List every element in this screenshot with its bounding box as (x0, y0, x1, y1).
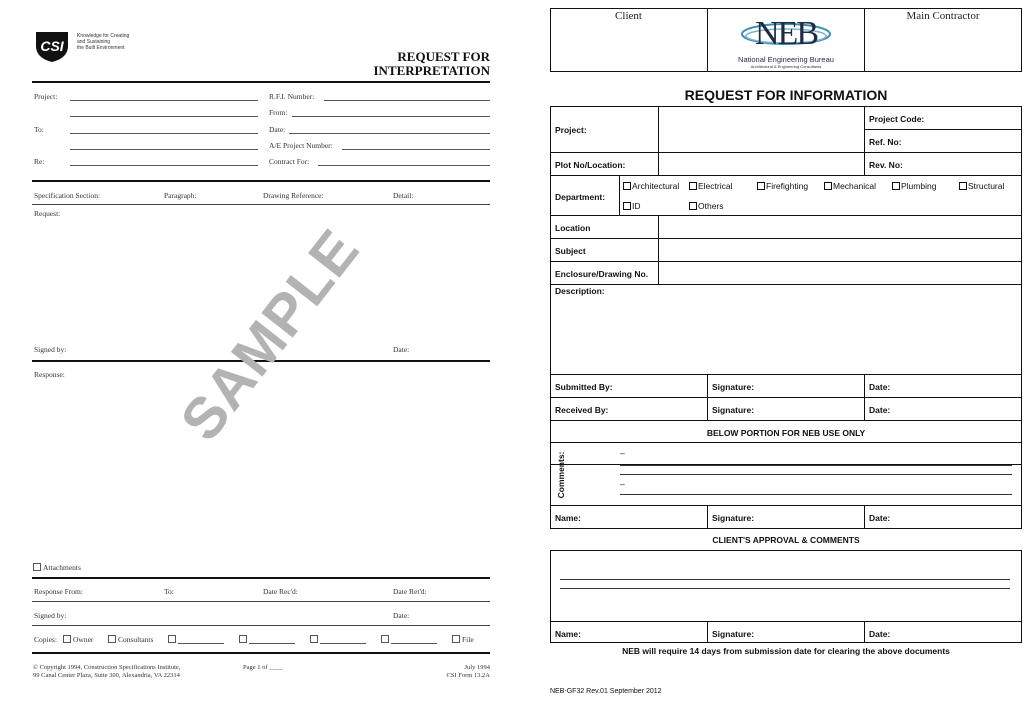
ae-project-number-label: A/E Project Number: (269, 141, 333, 150)
request-label[interactable]: Request: (34, 209, 61, 218)
blank-copy-checkbox[interactable] (168, 635, 178, 644)
from-label: From: (269, 108, 288, 117)
re-label: Re: (34, 157, 45, 166)
subject-field[interactable] (659, 239, 1021, 260)
neb-logo-name: National Engineering Bureau (738, 55, 834, 64)
signature-label[interactable]: Signature: (712, 382, 755, 392)
csi-logo-text: CSI (40, 38, 64, 54)
date-label[interactable]: Date: (869, 405, 891, 415)
contract-for-line[interactable] (318, 165, 490, 166)
date-retd-label: Date Ret'd: (393, 587, 427, 596)
signature-label[interactable]: Signature: (712, 405, 755, 415)
dept-others-checkbox[interactable]: Others (689, 201, 724, 211)
dept-mechanical-checkbox[interactable]: Mechanical (824, 181, 876, 191)
checkbox-icon (108, 635, 116, 643)
notice-text: NEB will require 14 days from submission date for clearing the above documents (622, 646, 950, 656)
page-of: Page 1 of ____ (243, 664, 283, 671)
blank-copy-line[interactable] (178, 643, 224, 644)
comment-line[interactable] (620, 474, 1012, 475)
subject-label: Subject (555, 246, 586, 256)
copies-label: Copies: (34, 635, 57, 644)
comment-dash: – (620, 448, 625, 458)
rfi-number-line[interactable] (324, 100, 490, 101)
checkbox-icon (623, 202, 631, 210)
blank-copy-line[interactable] (391, 643, 437, 644)
neb-logo-icon (708, 10, 864, 56)
comment-dash: – (620, 479, 625, 489)
date-label[interactable]: Date: (869, 513, 891, 523)
enclosure-field[interactable] (659, 262, 1021, 283)
approval-line[interactable] (560, 579, 1010, 580)
plot-no-label: Plot No/Location: (555, 160, 626, 170)
client-label: Client (615, 10, 642, 22)
owner-checkbox[interactable]: Owner (63, 635, 93, 644)
signature-label[interactable]: Signature: (712, 629, 755, 639)
approval-line[interactable] (560, 588, 1010, 589)
comment-line[interactable] (620, 494, 1012, 495)
date-line[interactable] (289, 133, 490, 134)
clients-approval-box (550, 550, 1022, 643)
blank-copy-checkbox[interactable] (381, 635, 391, 644)
project-field[interactable] (659, 107, 863, 151)
project-code-label[interactable]: Project Code: (869, 114, 925, 124)
checkbox-icon (623, 182, 631, 190)
location-label: Location (555, 223, 591, 233)
csi-tagline: Knowledge for Creating and Sustaining the Built Environment (77, 33, 130, 51)
ae-project-number-line[interactable] (342, 149, 490, 150)
divider (32, 204, 490, 205)
to-line-2[interactable] (70, 149, 258, 150)
form-title: REQUEST FOR INTERPRETATION (373, 49, 490, 78)
received-by-label[interactable]: Received By: (555, 405, 609, 415)
checkbox-icon (689, 182, 697, 190)
blank-copy-checkbox[interactable] (310, 635, 320, 644)
specification-section-label: Specification Section: (34, 191, 101, 200)
blank-copy-line[interactable] (320, 643, 366, 644)
to-label-2: To: (164, 587, 174, 596)
csi-logo-icon (33, 29, 71, 63)
checkbox-icon (63, 635, 71, 643)
dept-electrical-checkbox[interactable]: Electrical (689, 181, 732, 191)
project-label: Project: (34, 92, 58, 101)
checkbox-icon (689, 202, 697, 210)
department-label: Department: (555, 192, 606, 202)
date-label-2: Date: (393, 345, 410, 354)
attachments-checkbox[interactable]: Attachments (33, 563, 81, 572)
signature-label[interactable]: Signature: (712, 513, 755, 523)
location-field[interactable] (659, 216, 1021, 237)
sample-watermark: SAMPLE (168, 217, 372, 453)
form-title: REQUEST FOR INFORMATION (684, 87, 888, 103)
blank-copy-checkbox[interactable] (239, 635, 249, 644)
clients-approval-heading: CLIENT'S APPROVAL & COMMENTS (712, 535, 860, 545)
neb-logo-text: NEB (755, 15, 817, 52)
enclosure-label: Enclosure/Drawing No. (555, 269, 649, 279)
date-label[interactable]: Date: (869, 382, 891, 392)
re-line[interactable] (70, 165, 258, 166)
form-code: NEB-GF32 Rev.01 September 2012 (550, 688, 662, 695)
project-label: Project: (555, 125, 587, 135)
neb-logo-sub: Architectural & Engineering Consultants (750, 64, 822, 69)
dept-plumbing-checkbox[interactable]: Plumbing (892, 181, 936, 191)
checkbox-icon (892, 182, 900, 190)
checkbox-icon (310, 635, 318, 643)
project-line[interactable] (70, 100, 258, 101)
file-checkbox[interactable]: File (452, 635, 474, 644)
consultants-checkbox[interactable]: Consultants (108, 635, 153, 644)
signed-by-label: Signed by: (34, 345, 67, 354)
blank-copy-line[interactable] (249, 643, 295, 644)
main-contractor-label: Main Contractor (906, 10, 980, 22)
date-recd-label: Date Rec'd: (263, 587, 298, 596)
to-line[interactable] (70, 133, 258, 134)
comments-label: Comments: (556, 451, 566, 499)
paragraph-label: Paragraph: (164, 191, 197, 200)
dept-structural-checkbox[interactable]: Structural (959, 181, 1004, 191)
divider (32, 625, 490, 626)
signed-by-label-2: Signed by: (34, 611, 67, 620)
divider (32, 652, 490, 654)
name-label[interactable]: Name: (555, 629, 581, 639)
comment-line[interactable] (620, 465, 1012, 466)
divider (32, 601, 490, 602)
neb-logo (708, 10, 864, 70)
to-label: To: (34, 125, 44, 134)
checkbox-icon (824, 182, 832, 190)
checkbox-icon (959, 182, 967, 190)
copyright: © Copyright 1994, Construction Specifications Institute, 99 Canal Center Plaza, Suite 300, Alexandria, VA 22314 (33, 664, 181, 679)
checkbox-icon (757, 182, 765, 190)
drawing-reference-label: Drawing Reference: (263, 191, 324, 200)
neb-use-only-heading: BELOW PORTION FOR NEB USE ONLY (706, 428, 866, 438)
dept-architectural-checkbox[interactable]: Architectural (623, 181, 679, 191)
date-label[interactable]: Date: (869, 629, 891, 639)
checkbox-icon (452, 635, 460, 643)
divider (32, 577, 490, 579)
contract-for-label: Contract For: (269, 157, 310, 166)
project-line-2[interactable] (70, 116, 258, 117)
response-label[interactable]: Response: (34, 370, 65, 379)
detail-label: Detail: (393, 191, 414, 200)
date-label-3: Date: (393, 611, 410, 620)
rev-no-label[interactable]: Rev. No: (869, 160, 903, 170)
checkbox-icon (381, 635, 389, 643)
name-label[interactable]: Name: (555, 513, 581, 523)
checkbox-icon (168, 635, 176, 643)
description-label: Description: (555, 286, 605, 296)
response-from-label: Response From: (34, 587, 83, 596)
description-field[interactable] (551, 298, 1021, 373)
checkbox-icon (33, 563, 41, 571)
ref-no-label[interactable]: Ref. No: (869, 137, 902, 147)
divider (32, 180, 490, 182)
neb-rfi-form (548, 8, 1022, 708)
form-footer-right: July 1994 CSI Form 13.2A (446, 664, 490, 679)
from-line[interactable] (292, 116, 490, 117)
submitted-by-label[interactable]: Submitted By: (555, 382, 613, 392)
divider (32, 81, 490, 83)
checkbox-icon (239, 635, 247, 643)
dept-firefighting-checkbox[interactable]: Firefighting (757, 181, 808, 191)
dept-id-checkbox[interactable]: ID (623, 201, 641, 211)
rfi-number-label: R.F.I. Number: (269, 92, 315, 101)
date-label: Date: (269, 125, 286, 134)
plot-no-field[interactable] (659, 153, 863, 174)
